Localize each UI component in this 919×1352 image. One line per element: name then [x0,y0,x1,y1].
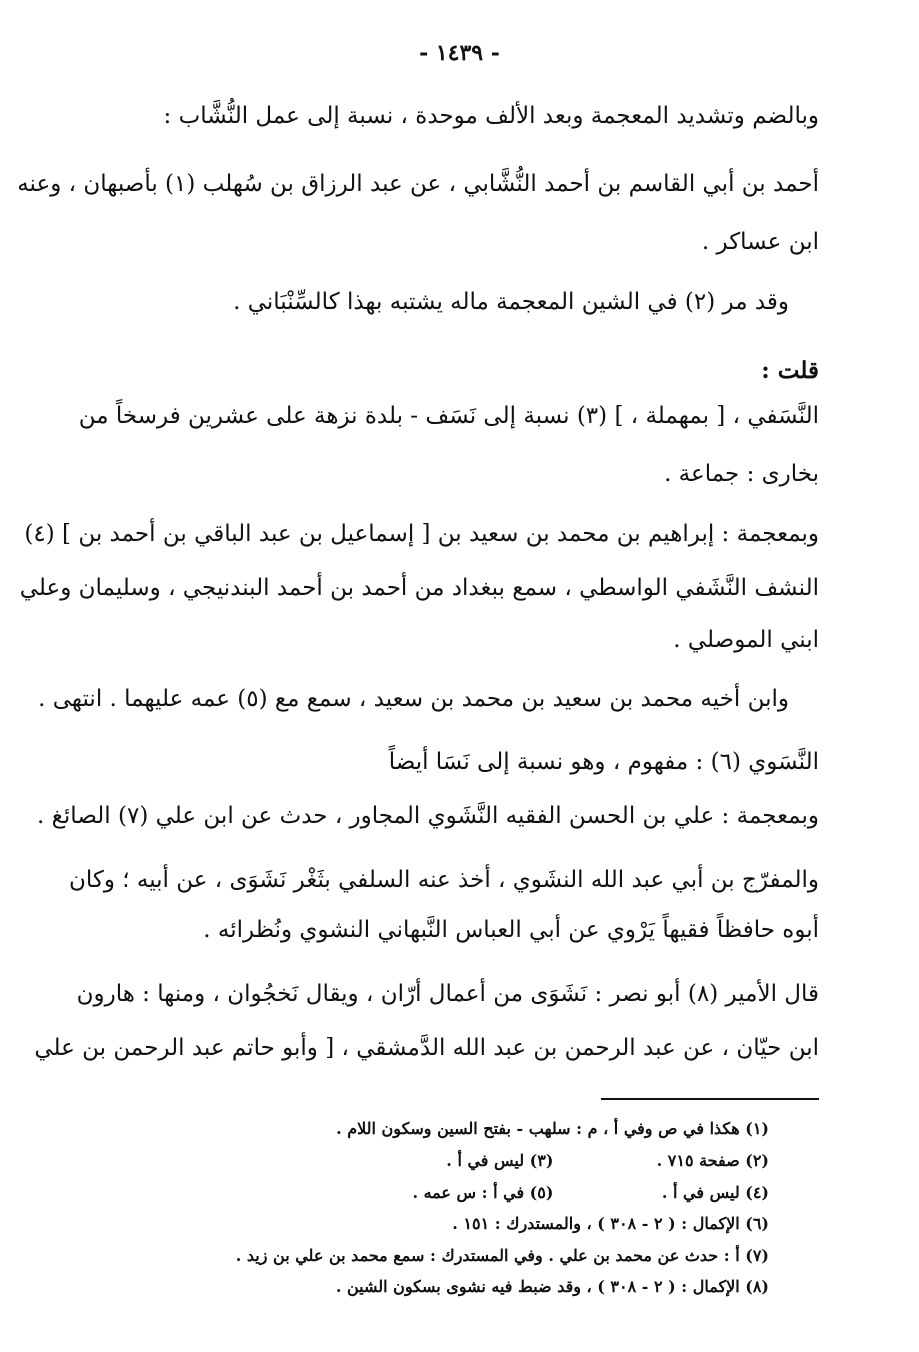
body-line: والمفرّج بن أبي عبد الله النشَوي ، أخذ عنه السلفي بثَغْر نَشَوَى ، عن أبيه ؛ وكان [69,867,819,893]
footnote: (٣) ليس في أ . [446,1151,554,1170]
footnote-separator [601,1098,819,1100]
page-number: - ١٤٣٩ - [419,40,500,66]
body-line: أحمد بن أبي القاسم بن أحمد النُّشَّابي ، عن عبد الرزاق بن سُهلب (١) بأصبهان ، وعنه [17,171,819,197]
section-heading: قلت : [761,357,819,384]
body-line: ابن عساكر . [701,229,819,255]
body-line: أبوه حافظاً فقيهاً يَرْوي عن أبي العباس النَّبهاني النشوي ونُظرائه . [203,917,819,943]
body-line: وبمعجمة : إبراهيم بن محمد بن سعيد بن [ إسماعيل بن عبد الباقي بن أحمد بن ] (٤) [24,521,819,547]
footnote: (١) هكذا في ص وفي أ ، م : سلهب - بفتح السين وسكون اللام . [336,1119,769,1138]
body-line: النَّسَفي ، [ بمهملة ، ] (٣) نسبة إلى نَسَف - بلدة نزهة على عشرين فرسخاً من [78,403,819,429]
body-line: وقد مر (٢) في الشين المعجمة ماله يشتبه بهذا كالسِّنْبَاني . [233,289,789,315]
footnote: (٥) في أ : س عمه . [412,1183,554,1202]
body-line: النشف النَّشَفي الواسطي ، سمع ببغداد من أحمد بن أحمد البندنيجي ، وسليمان وعلي [19,575,819,601]
body-line: ابن حيّان ، عن عبد الرحمن بن عبد الله الدَّمشقي ، [ وأبو حاتم عبد الرحمن بن علي [34,1035,819,1061]
body-line: ابني الموصلي . [673,627,819,653]
body-line: قال الأمير (٨) أبو نصر : نَشَوَى من أعمال أرّان ، ويقال نَخجُوان ، ومنها : هارون [76,981,819,1007]
body-line: وبالضم وتشديد المعجمة وبعد الألف موحدة ، نسبة إلى عمل النُّشَّاب : [163,103,819,129]
footnote: (٧) أ : حدث عن محمد بن علي . وفي المستدرك : سمع محمد بن علي بن زيد . [235,1246,769,1265]
footnote: (٢) صفحة ٧١٥ . [656,1151,769,1170]
body-line: وابن أخيه محمد بن سعيد بن محمد بن سعيد ، سمع مع (٥) عمه عليهما . انتهى . [38,686,789,712]
footnote: (٨) الإكمال : ( ٢ - ٣٠٨ ) ، وقد ضبط فيه نشوى بسكون الشين . [335,1277,769,1296]
footnote: (٦) الإكمال : ( ٢ - ٣٠٨ ) ، والمستدرك : ١٥١ . [452,1214,769,1233]
body-line: بخارى : جماعة . [664,461,819,487]
body-line: وبمعجمة : علي بن الحسن الفقيه النَّشَوي المجاور ، حدث عن ابن علي (٧) الصائغ . [37,803,819,829]
body-line: النَّسَوي (٦) : مفهوم ، وهو نسبة إلى نَسَا أيضاً [388,749,819,775]
footnote-row [104,1148,769,1174]
footnote: (٤) ليس في أ . [661,1183,769,1202]
footnote-row [104,1180,769,1206]
